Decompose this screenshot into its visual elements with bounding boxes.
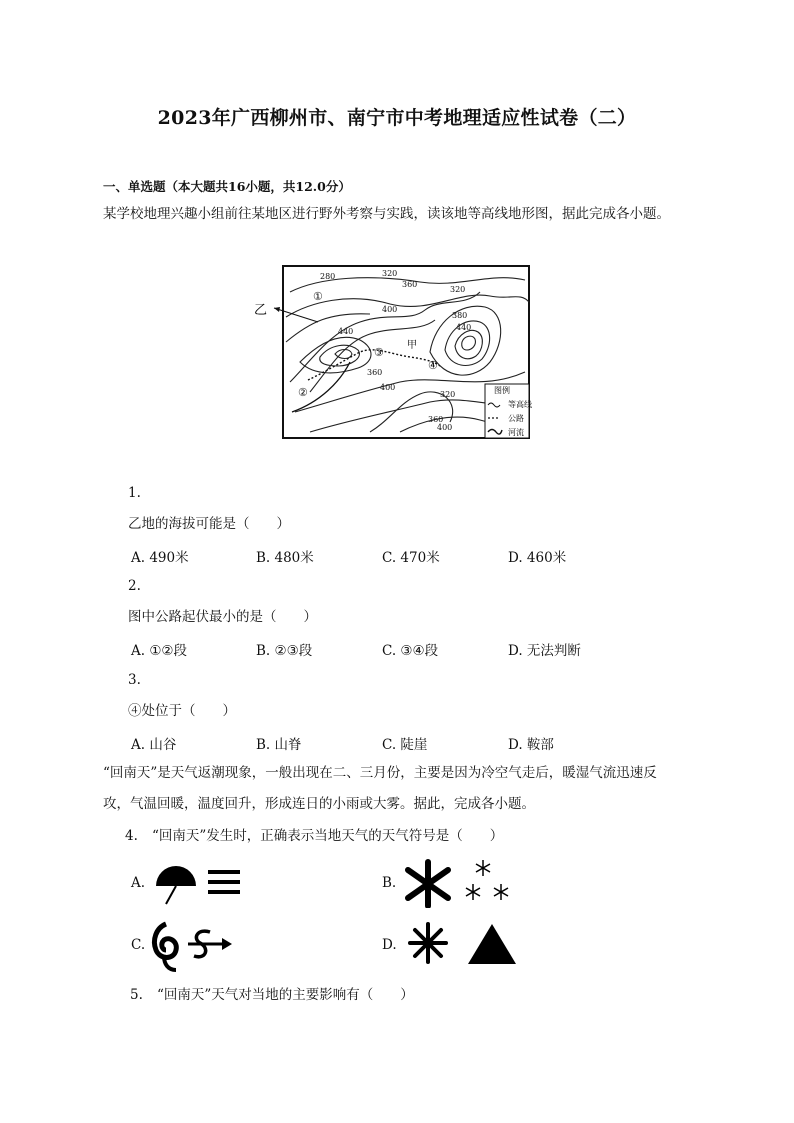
question-4-number: 4.	[125, 828, 138, 844]
question-2-option-c[interactable]: C. ③④段	[382, 643, 439, 659]
contour-label: 440	[456, 323, 472, 332]
question-4-option-a-label[interactable]: A.	[131, 875, 146, 891]
contour-map	[250, 262, 545, 442]
contour-label: 360	[402, 280, 418, 289]
section-heading: 一、单选题（本大题共16小题，共12.0分）	[103, 179, 351, 194]
intro-paragraph-2-line-2: 攻，气温回暖，温度回升，形成连日的小雨或大雾。据此，完成各小题。	[103, 796, 535, 812]
question-1-number: 1.	[128, 485, 141, 501]
typhoon-sandstorm-weather-icon[interactable]	[148, 918, 234, 972]
question-3-number: 3.	[128, 672, 141, 688]
legend-road: 公路	[508, 414, 524, 423]
contour-label: 320	[450, 285, 466, 294]
question-2-option-b[interactable]: B. ②③段	[256, 643, 313, 659]
legend-contour: 等高线	[508, 400, 532, 409]
question-2-option-a[interactable]: A. ①②段	[131, 643, 188, 659]
contour-label: 400	[437, 423, 453, 432]
question-1-option-d[interactable]: D. 460米	[508, 550, 567, 566]
question-5-number: 5.	[130, 987, 143, 1003]
question-1-option-a[interactable]: A. 490米	[131, 550, 189, 566]
map-point-2: ②	[298, 386, 308, 399]
hail-weather-icon[interactable]	[404, 918, 519, 968]
question-1-option-c[interactable]: C. 470米	[382, 550, 440, 566]
question-4-option-b-label[interactable]: B.	[382, 875, 397, 891]
map-point-4: ④	[428, 359, 438, 372]
contour-label: 360	[428, 415, 444, 424]
contour-label: 360	[367, 368, 383, 377]
contour-label: 320	[382, 269, 398, 278]
contour-label: 440	[338, 327, 354, 336]
question-5-stem: “回南天”天气对当地的主要影响有（ ）	[157, 987, 414, 1003]
question-3-option-c[interactable]: C. 陡崖	[382, 737, 428, 753]
question-4-option-c-label[interactable]: C.	[131, 937, 146, 953]
contour-label: 280	[320, 272, 336, 281]
question-3-option-a[interactable]: A. 山谷	[131, 737, 177, 753]
legend-title: 图例	[494, 386, 510, 395]
intro-paragraph-2-line-1: “回南天”是天气返潮现象，一般出现在二、三月份，主要是因为冷空气走后，暖湿气流迅速反	[103, 765, 657, 781]
place-jia-label: 甲	[407, 340, 417, 351]
question-3-stem: ④处位于（ ）	[128, 703, 236, 719]
contour-label: 400	[382, 305, 398, 314]
intro-paragraph-1: 某学校地理兴趣小组前往某地区进行野外考察与实践，读该地等高线地形图，据此完成各小题。	[103, 206, 670, 222]
contour-label: 320	[440, 390, 456, 399]
snow-weather-icon[interactable]	[404, 856, 519, 908]
question-2-number: 2.	[128, 578, 141, 594]
map-point-1: ①	[313, 290, 323, 303]
question-3-option-b[interactable]: B. 山脊	[256, 737, 302, 753]
question-1-stem: 乙地的海拔可能是（ ）	[128, 516, 290, 532]
question-4-option-d-label[interactable]: D.	[382, 937, 397, 953]
legend-river: 河流	[508, 428, 524, 437]
place-yi-label: 乙	[254, 303, 268, 318]
contour-label: 380	[452, 311, 468, 320]
question-3-option-d[interactable]: D. 鞍部	[508, 737, 554, 753]
map-point-3: ③	[374, 346, 384, 359]
rain-fog-weather-icon[interactable]	[152, 860, 247, 908]
question-1-option-b[interactable]: B. 480米	[256, 550, 314, 566]
page-title: 2023年广西柳州市、南宁市中考地理适应性试卷（二）	[157, 107, 637, 129]
contour-label: 400	[380, 383, 396, 392]
question-2-option-d[interactable]: D. 无法判断	[508, 643, 581, 659]
question-2-stem: 图中公路起伏最小的是（ ）	[128, 609, 317, 625]
question-4-stem: “回南天”发生时，正确表示当地天气的天气符号是（ ）	[152, 828, 504, 844]
